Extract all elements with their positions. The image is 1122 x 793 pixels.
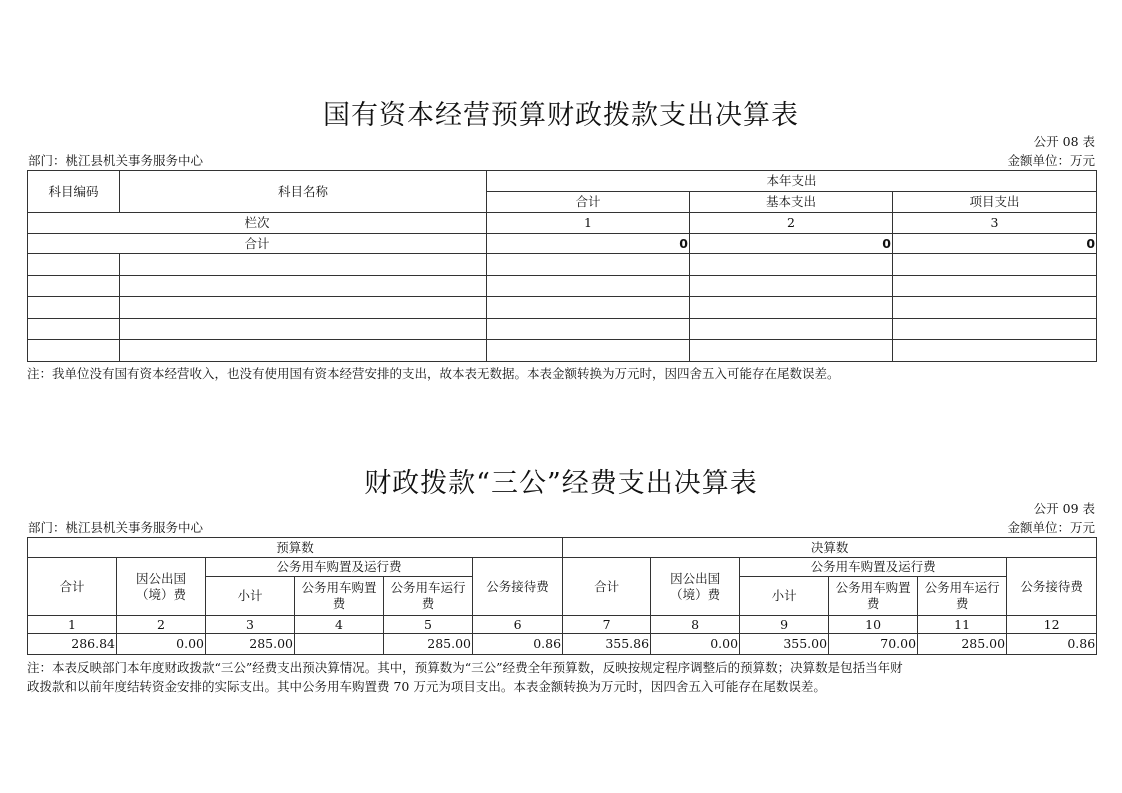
- table2-budget-subtotal-header: 小计: [206, 577, 295, 616]
- table2-final-subtotal-value: 355.00: [740, 634, 829, 655]
- table1-basic-value: 0: [690, 234, 893, 254]
- table1-note: 注：我单位没有国有资本经营收入，也没有使用国有资本经营安排的支出，故本表无数据。本表金额转换为万元时，因四舍五入可能存在尾数误差。: [27, 366, 840, 381]
- table2-budget-vehicle-header: 公务用车购置及运行费: [206, 558, 473, 577]
- table-row: [28, 297, 1097, 319]
- table2-colnum: 1: [28, 616, 117, 634]
- table1-code: 公开 08 表: [1033, 134, 1095, 149]
- table2-colnum: 10: [829, 616, 918, 634]
- table1-column-label: 栏次: [28, 213, 487, 234]
- table2-header-budget: 预算数: [28, 538, 563, 558]
- table2-colnum: 9: [740, 616, 829, 634]
- table2-code: 公开 09 表: [1033, 501, 1095, 516]
- table1-unit: 金额单位：万元: [1007, 153, 1095, 168]
- table1-title: 国有资本经营预算财政拨款支出决算表: [323, 100, 799, 131]
- table-row: [28, 340, 1097, 362]
- table2-colnum: 4: [295, 616, 384, 634]
- table1-header-project: 项目支出: [893, 192, 1097, 213]
- table2-final-abroad-value: 0.00: [651, 634, 740, 655]
- table2-budget-purchase-header: 公务用车购置 费: [295, 577, 384, 616]
- table2-final-reception-value: 0.86: [1007, 634, 1097, 655]
- table1-column-3: 3: [893, 213, 1097, 234]
- table1-total-value: 0: [487, 234, 690, 254]
- table2-colnum: 12: [1007, 616, 1097, 634]
- table2-note-line1: 注：本表反映部门本年度财政拨款“三公”经费支出预决算情况。其中，预算数为“三公”经费全年预算数，反映按规定程序调整后的预算数；决算数是包括当年财: [27, 660, 903, 675]
- table2-budget-abroad-header: 因公出国 （境）费: [117, 558, 206, 616]
- table2-final-purchase-value: 70.00: [829, 634, 918, 655]
- table1-header-basic: 基本支出: [690, 192, 893, 213]
- table2-column-numbers-row: [28, 616, 1097, 634]
- table1-total-label: 合计: [28, 234, 487, 254]
- table2-budget-operation-header: 公务用车运行 费: [384, 577, 473, 616]
- table2-note-line2: 政拨款和以前年度结转资金安排的实际支出。其中公务用车购置费 70 万元为项目支出。本表金额转换为万元时，因四舍五入可能存在尾数误差。: [27, 679, 826, 694]
- table2-department: 部门：桃江县机关事务服务中心: [28, 520, 204, 535]
- table1-header-code: 科目编码: [28, 171, 120, 213]
- table1-column-2: 2: [690, 213, 893, 234]
- table1-column-row: [28, 213, 1097, 234]
- table2-final-purchase-header: 公务用车购置 费: [829, 577, 918, 616]
- table2-budget-purchase-value: [295, 634, 384, 655]
- table2: [27, 537, 1097, 655]
- table2-budget-operation-value: 285.00: [384, 634, 473, 655]
- table2-budget-reception-header: 公务接待费: [473, 558, 563, 616]
- table2-title: 财政拨款“三公”经费支出决算表: [364, 468, 758, 499]
- table2-final-reception-header: 公务接待费: [1007, 558, 1097, 616]
- table1: [27, 170, 1097, 362]
- table1-header-name: 科目名称: [120, 171, 487, 213]
- table2-budget-subtotal-value: 285.00: [206, 634, 295, 655]
- table2-final-operation-header: 公务用车运行 费: [918, 577, 1007, 616]
- table2-budget-total-header: 合计: [28, 558, 117, 616]
- table2-colnum: 8: [651, 616, 740, 634]
- table2-final-abroad-header: 因公出国 （境）费: [651, 558, 740, 616]
- table2-colnum: 6: [473, 616, 563, 634]
- table2-budget-total-value: 286.84: [28, 634, 117, 655]
- table1-project-value: 0: [893, 234, 1097, 254]
- table2-values-row: [28, 634, 1097, 655]
- table2-final-subtotal-header: 小计: [740, 577, 829, 616]
- table2-note: [27, 658, 1097, 696]
- table1-total-row: [28, 234, 1097, 254]
- table-row: [28, 319, 1097, 340]
- table-row: [28, 254, 1097, 276]
- table2-colnum: 5: [384, 616, 473, 634]
- table1-header-total: 合计: [487, 192, 690, 213]
- table2-final-total-header: 合计: [563, 558, 651, 616]
- table2-budget-reception-value: 0.86: [473, 634, 563, 655]
- table2-colnum: 7: [563, 616, 651, 634]
- table2-colnum: 3: [206, 616, 295, 634]
- table1-header-current-year: 本年支出: [487, 171, 1097, 192]
- table2-header-final: 决算数: [563, 538, 1097, 558]
- table2-colnum: 2: [117, 616, 206, 634]
- table2-final-vehicle-header: 公务用车购置及运行费: [740, 558, 1007, 577]
- table2-unit: 金额单位：万元: [1007, 520, 1095, 535]
- table2-budget-abroad-value: 0.00: [117, 634, 206, 655]
- table2-colnum: 11: [918, 616, 1007, 634]
- table1-column-1: 1: [487, 213, 690, 234]
- table-row: [28, 276, 1097, 297]
- table2-final-operation-value: 285.00: [918, 634, 1007, 655]
- table1-department: 部门：桃江县机关事务服务中心: [28, 153, 204, 168]
- table2-final-total-value: 355.86: [563, 634, 651, 655]
